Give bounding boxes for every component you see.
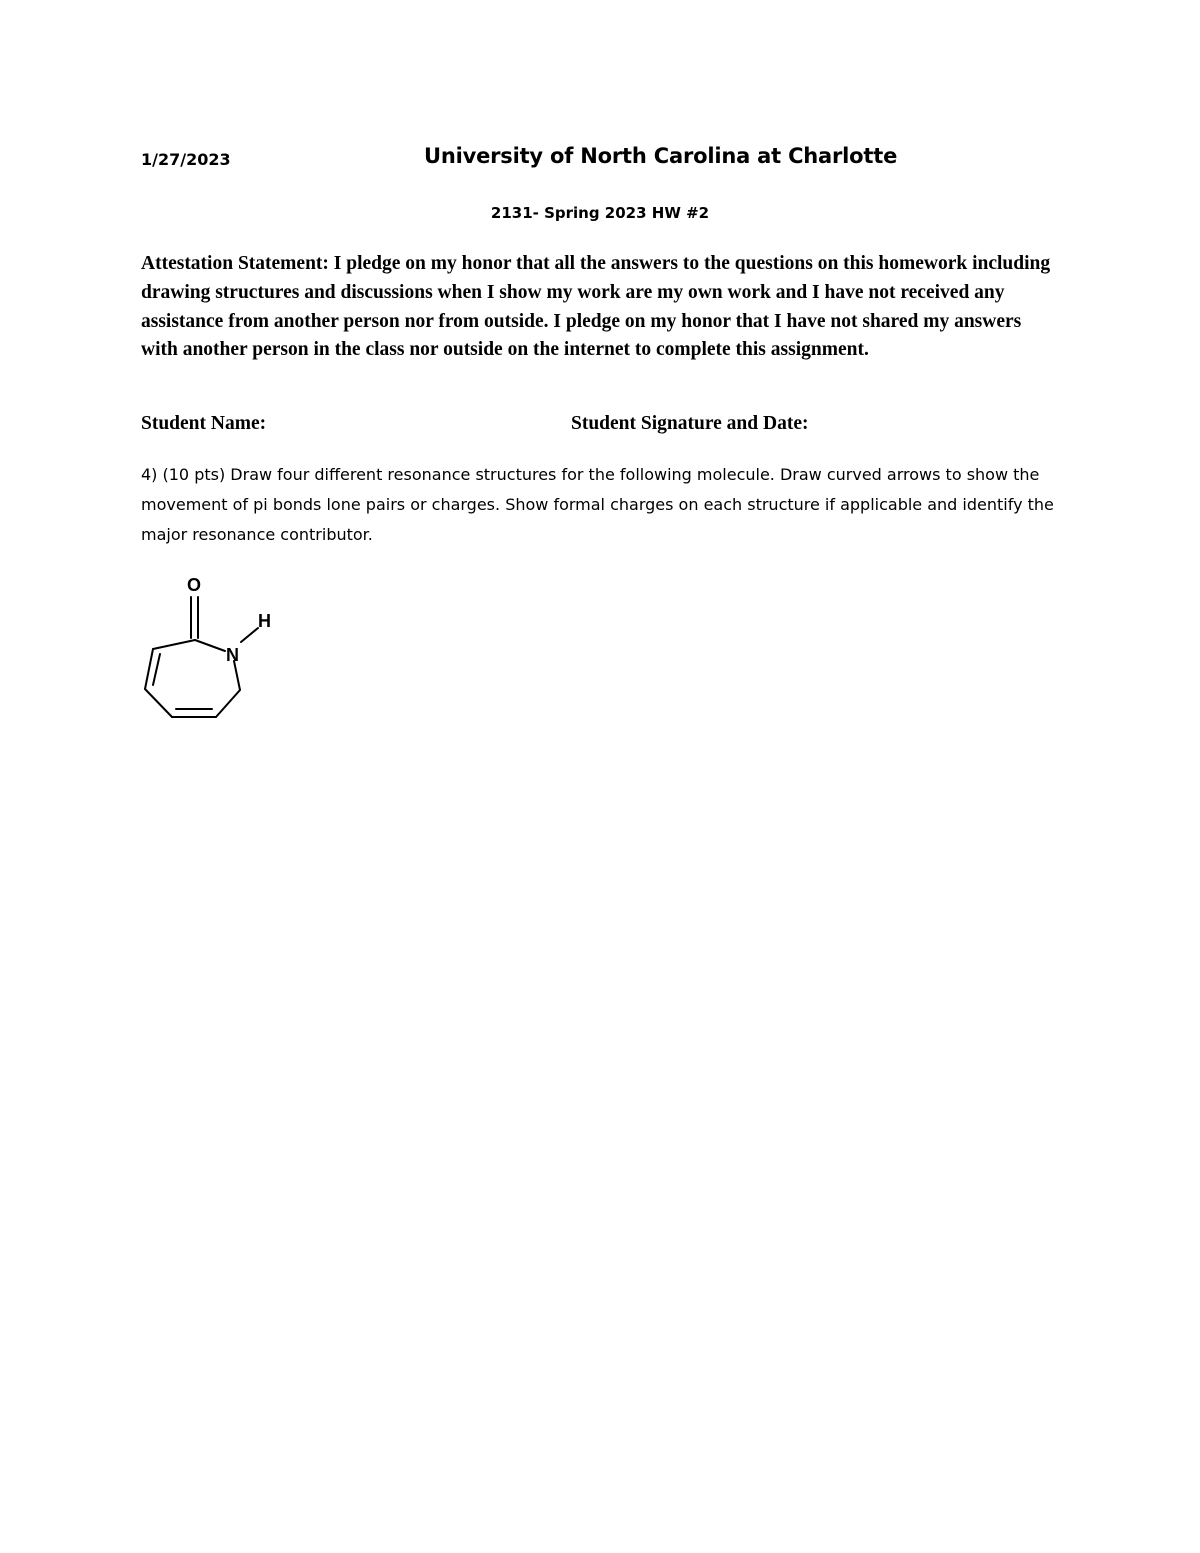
student-name-label: Student Name: xyxy=(141,413,267,434)
question-4-text: 4) (10 pts) Draw four different resonance structures for the following molecule. Draw curved arrows to show the movement of pi bonds lone pairs or charges. Show formal charges on each structure if applicable and identify the major resonance contributor. xyxy=(141,465,1054,544)
document-header xyxy=(141,144,1071,178)
document-date: 1/27/2023 xyxy=(141,150,231,169)
attestation-statement: Attestation Statement: I pledge on my honor that all the answers to the questions on this homework including drawing structures and discussions when I show my work are my own work and I have not received any assistance from another person nor from outside. I pledge on my honor that I have not shared my answers with another person in the class nor outside on the internet to complete this assignment. xyxy=(141,253,1051,361)
n-h-bond xyxy=(241,628,258,642)
ring-bond-2 xyxy=(145,689,172,717)
n-ch2-bond xyxy=(234,661,240,690)
nitrogen-atom-label: N xyxy=(226,645,239,665)
course-line: 2131- Spring 2023 HW #2 xyxy=(490,204,710,222)
ring-bond-3 xyxy=(153,640,195,649)
student-signature-label: Student Signature and Date: xyxy=(571,413,809,434)
molecule-bonds xyxy=(145,597,258,717)
c-n-bond xyxy=(195,640,225,651)
oxygen-atom-label: O xyxy=(187,575,202,595)
ring-double-bond-left-2 xyxy=(153,654,160,685)
molecule-structure xyxy=(130,565,300,730)
hydrogen-atom-label: H xyxy=(258,611,271,631)
university-title: University of North Carolina at Charlotte xyxy=(424,144,898,168)
ring-double-bond-left-1 xyxy=(145,649,153,689)
ring-bond-1 xyxy=(216,690,240,717)
